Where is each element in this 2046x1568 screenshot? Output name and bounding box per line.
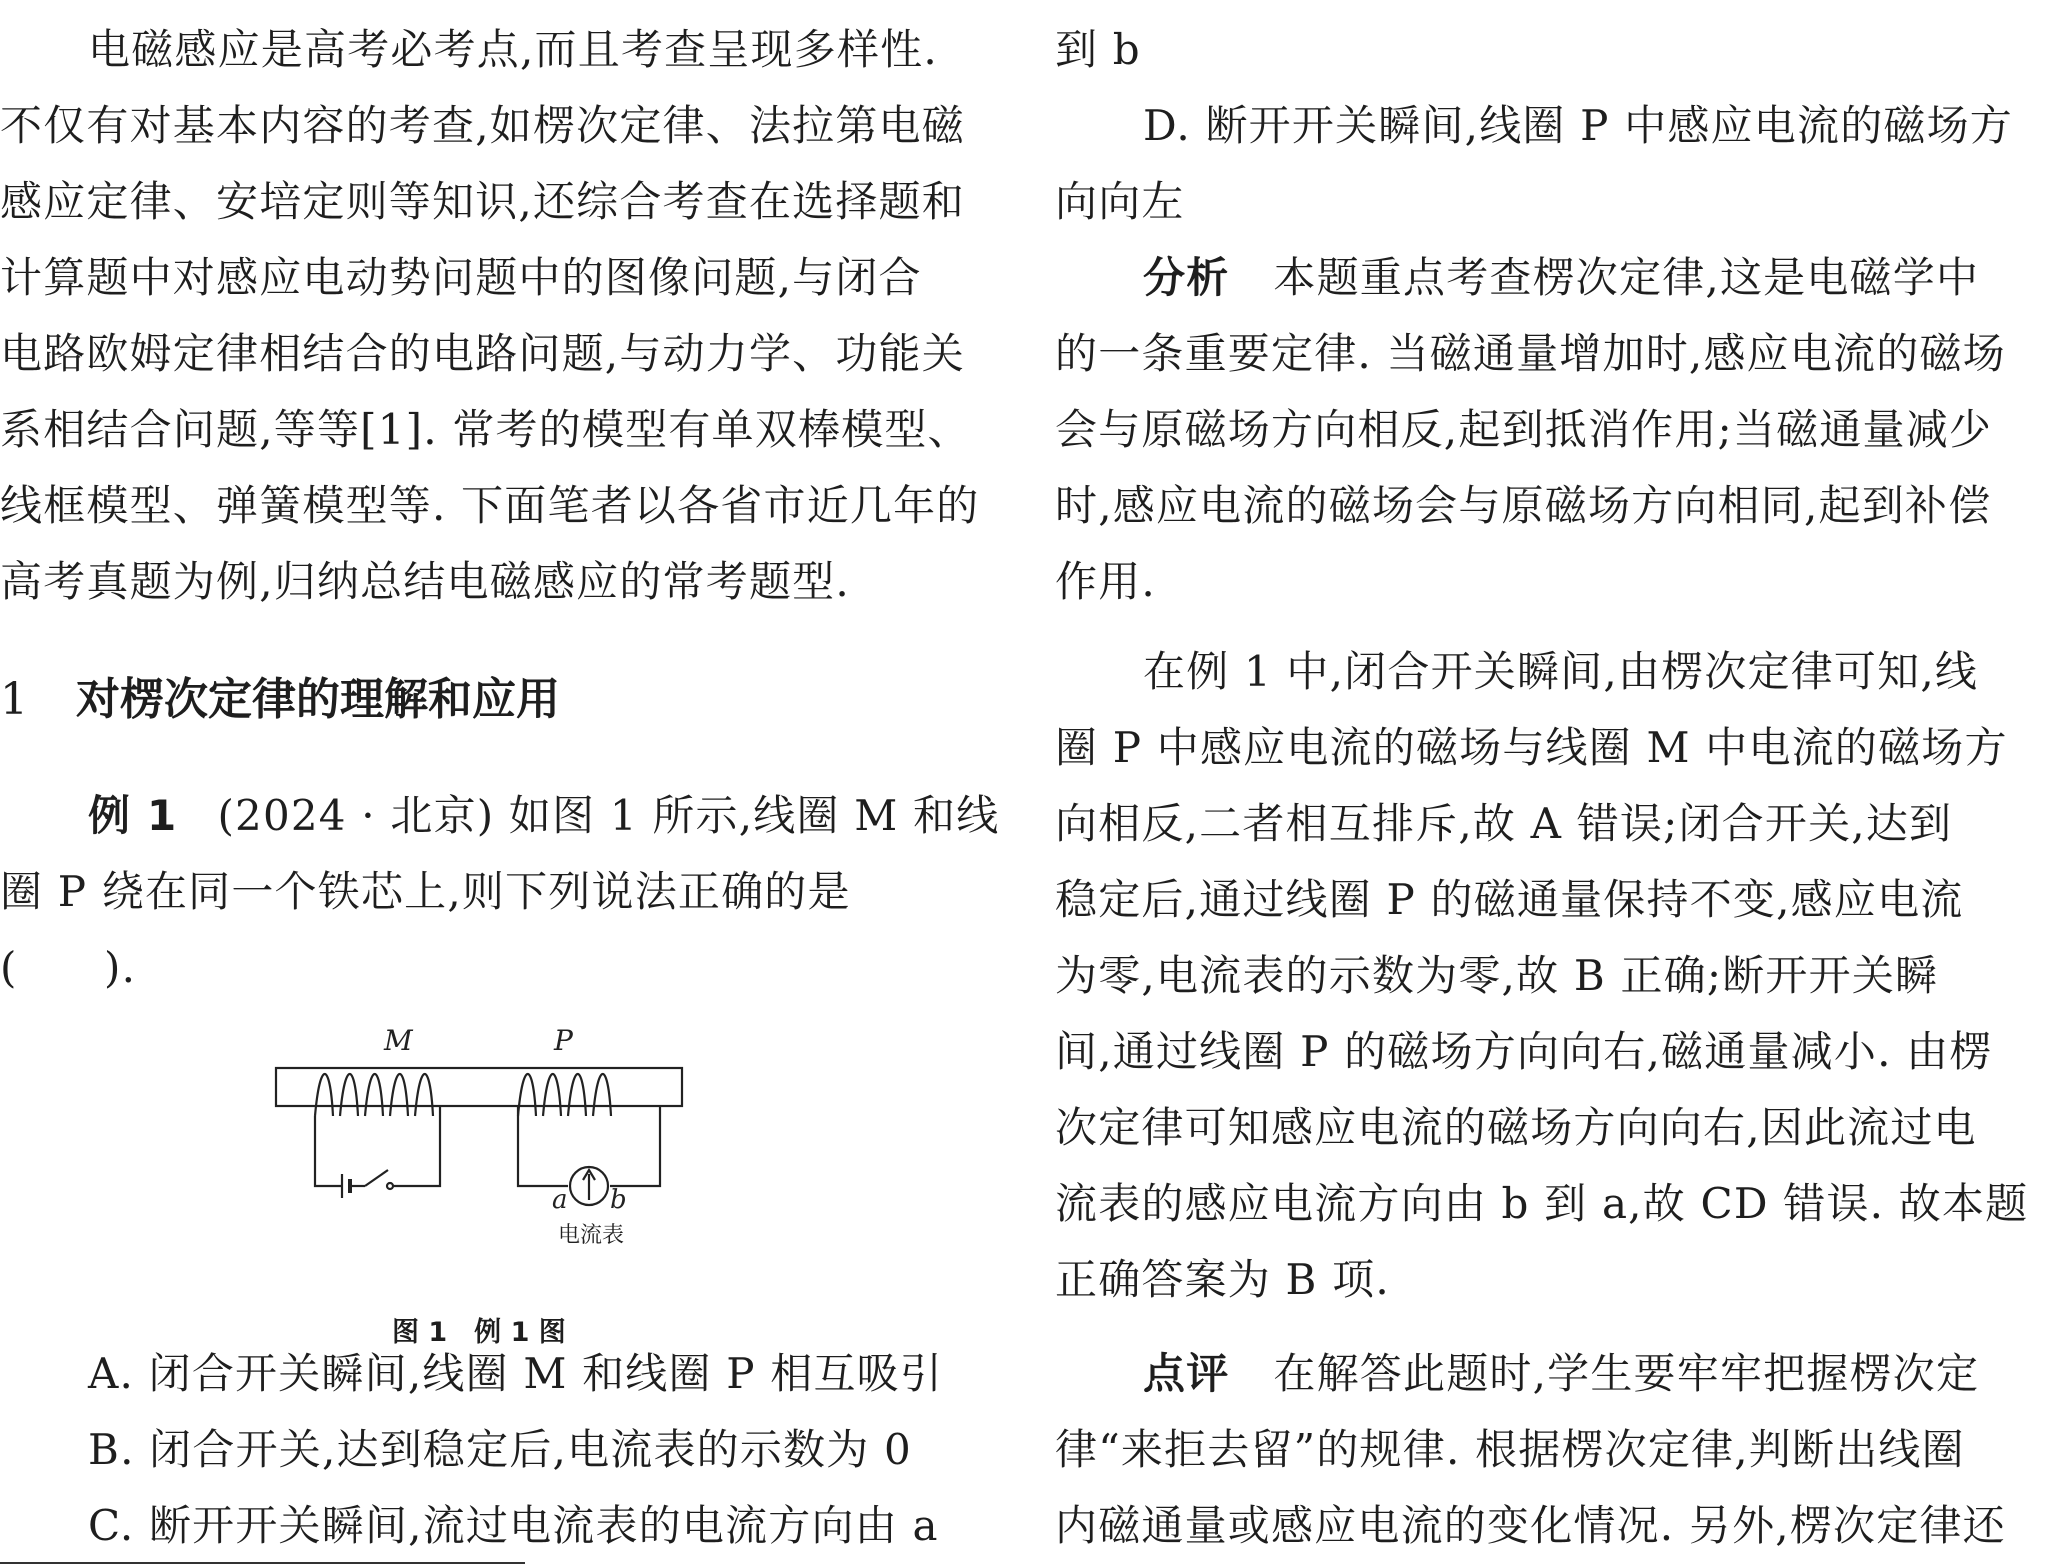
- switch: [365, 1170, 388, 1186]
- coil-m: [315, 1074, 433, 1116]
- intro-line: 感应定律、安培定则等知识,还综合考查在选择题和: [0, 177, 965, 226]
- footnote-rule: [0, 1562, 525, 1564]
- intro-line: 电路欧姆定律相结合的电路问题,与动力学、功能关: [0, 329, 965, 378]
- option-d: D. 断开开关瞬间,线圈 P 中感应电流的磁场方: [1143, 101, 2013, 150]
- solution-line: 为零,电流表的示数为零,故 B 正确;断开开关瞬: [1055, 951, 1939, 1000]
- solution-line: 在例 1 中,闭合开关瞬间,由楞次定律可知,线: [1143, 647, 1979, 696]
- solution-line: 稳定后,通过线圈 P 的磁通量保持不变,感应电流: [1055, 875, 1964, 924]
- option-b: B. 闭合开关,达到稳定后,电流表的示数为 0: [88, 1425, 912, 1474]
- option-c: C. 断开开关瞬间,流过电流表的电流方向由 a: [88, 1501, 939, 1550]
- example-label: 例 1: [88, 791, 178, 840]
- solution-line: 次定律可知感应电流的磁场方向向右,因此流过电: [1055, 1103, 1977, 1152]
- comment-line: 律“来拒去留”的规律. 根据楞次定律,判断出线圈: [1055, 1425, 1965, 1474]
- analysis-line: 的一条重要定律. 当磁通量增加时,感应电流的磁场: [1055, 329, 2006, 378]
- ammeter-needle: [583, 1170, 595, 1200]
- analysis-label: 分析: [1143, 253, 1230, 302]
- coil-p-label: P: [554, 1024, 573, 1057]
- intro-line: 计算题中对感应电动势问题中的图像问题,与闭合: [0, 253, 922, 302]
- figure-caption: 图 1 例 1 图: [392, 1317, 566, 1348]
- option-a: A. 闭合开关瞬间,线圈 M 和线圈 P 相互吸引: [88, 1349, 944, 1398]
- solution-line: 流表的感应电流方向由 b 到 a,故 CD 错误. 故本题: [1055, 1179, 2029, 1228]
- solution-line: 间,通过线圈 P 的磁场方向向右,磁通量减小. 由楞: [1055, 1027, 1993, 1076]
- analysis-text: 本题重点考查楞次定律,这是电磁学中: [1273, 253, 1980, 302]
- comment-line: 内磁通量或感应电流的变化情况. 另外,楞次定律还: [1055, 1501, 2006, 1550]
- example-line: 圈 P 绕在同一个铁芯上,则下列说法正确的是: [0, 867, 851, 916]
- ammeter-label: 电流表: [558, 1223, 625, 1248]
- solution-line: 圈 P 中感应电流的磁场与线圈 M 中电流的磁场方: [1055, 723, 2008, 772]
- comment-label: 点评: [1143, 1349, 1230, 1398]
- comment-line: [1143, 1348, 1979, 1400]
- option-d-continued: 向向左: [1055, 177, 1185, 226]
- intro-line: 线框模型、弹簧模型等. 下面笔者以各省市近几年的: [0, 481, 980, 530]
- analysis-line: 时,感应电流的磁场会与原磁场方向相同,起到补偿: [1055, 481, 1992, 530]
- intro-line: 高考真题为例,归纳总结电磁感应的常考题型.: [0, 557, 850, 606]
- solution-line: 向相反,二者相互排斥,故 A 错误;闭合开关,达到: [1055, 799, 1953, 848]
- coil-m-label: M: [384, 1024, 413, 1057]
- analysis-line: 作用.: [1055, 557, 1156, 606]
- section-number: 1: [0, 674, 28, 725]
- circuit-figure: [270, 1020, 690, 1280]
- example-line: [88, 790, 999, 842]
- intro-line: 电磁感应是高考必考点,而且考查呈现多样性.: [88, 25, 938, 74]
- option-c-continued: 到 b: [1055, 25, 1141, 74]
- terminal-a-label: a: [552, 1185, 568, 1215]
- section-title: 对楞次定律的理解和应用: [76, 674, 560, 725]
- coil-p: [518, 1074, 611, 1116]
- analysis-line: 会与原磁场方向相反,起到抵消作用;当磁通量减少: [1055, 405, 1993, 454]
- iron-core: [276, 1068, 682, 1106]
- intro-line: 系相结合问题,等等[1]. 常考的模型有单双棒模型、: [0, 405, 971, 454]
- analysis-line: [1143, 252, 1979, 304]
- section-heading: [0, 672, 560, 728]
- solution-line: 正确答案为 B 项.: [1055, 1255, 1390, 1304]
- intro-line: 不仅有对基本内容的考查,如楞次定律、法拉第电磁: [0, 101, 965, 150]
- example-text: (2024 · 北京) 如图 1 所示,线圈 M 和线: [217, 791, 1000, 840]
- comment-text: 在解答此题时,学生要牢牢把握楞次定: [1273, 1349, 1980, 1398]
- example-answer-blank: ( ).: [0, 943, 137, 992]
- terminal-b-label: b: [610, 1185, 627, 1215]
